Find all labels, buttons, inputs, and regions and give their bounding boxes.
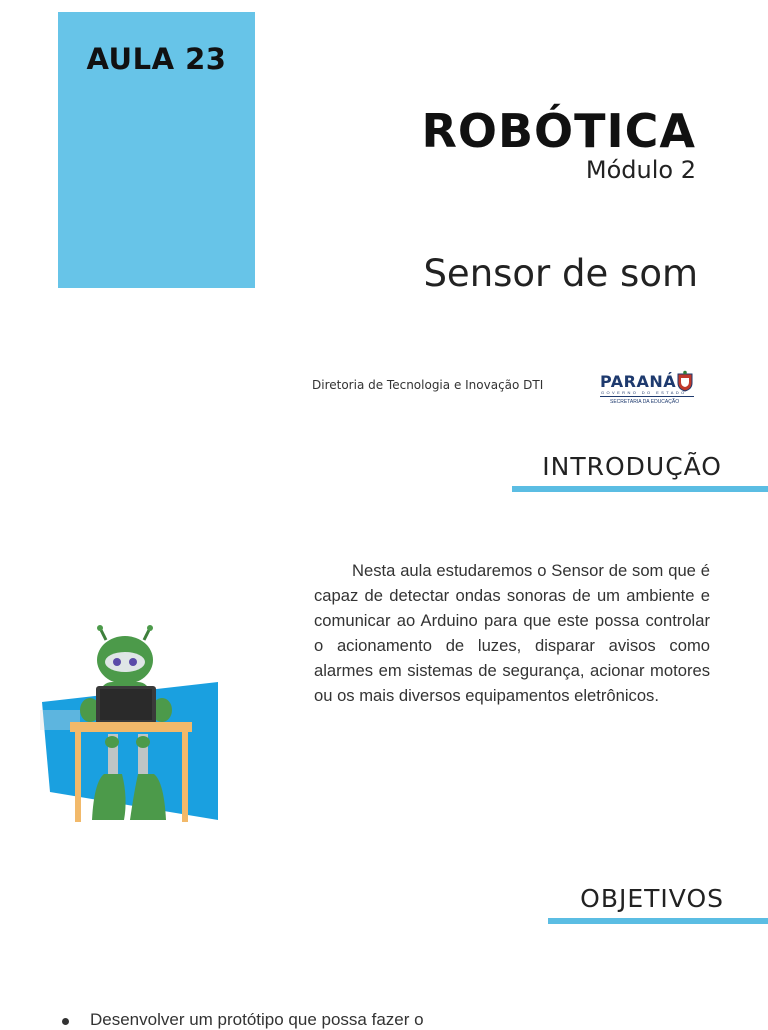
course-title: ROBÓTICA: [421, 104, 696, 158]
lesson-topic: Sensor de som: [423, 252, 698, 295]
intro-underline: [512, 486, 768, 492]
logo-department: SECRETARIA DA EDUCAÇÃO: [610, 399, 680, 405]
list-item: [62, 1010, 424, 1030]
parana-logo: [598, 368, 698, 410]
directorate-credit: Diretoria de Tecnologia e Inovação DTI: [312, 378, 544, 392]
logo-subtitle: GOVERNO DO ESTADO: [601, 390, 687, 395]
lesson-number: AULA 23: [86, 42, 227, 76]
robot-at-laptop-illustration: [30, 622, 230, 832]
course-module: Módulo 2: [585, 156, 696, 184]
objectives-heading: OBJETIVOS: [580, 884, 724, 913]
lesson-cover-block: [58, 12, 255, 288]
objective-text: Desenvolver um protótipo que possa fazer o: [90, 1010, 424, 1029]
parana-coat-of-arms-icon: [676, 370, 694, 392]
intro-paragraph: Nesta aula estudaremos o Sensor de som que é capaz de detectar ondas sonoras de um ambiente e comunicar ao Arduino para que este possa controlar o acionamento de luzes, disparar avisos como alarmes em sistemas de segurança, acionar motores ou os mais diversos equipamentos eletrônicos.: [314, 561, 710, 705]
intro-heading: INTRODUÇÃO: [542, 452, 722, 481]
objectives-list: [62, 1010, 424, 1030]
objectives-underline: [548, 918, 768, 924]
logo-wordmark: PARANÁ: [600, 372, 677, 391]
logo-divider: [600, 396, 694, 397]
